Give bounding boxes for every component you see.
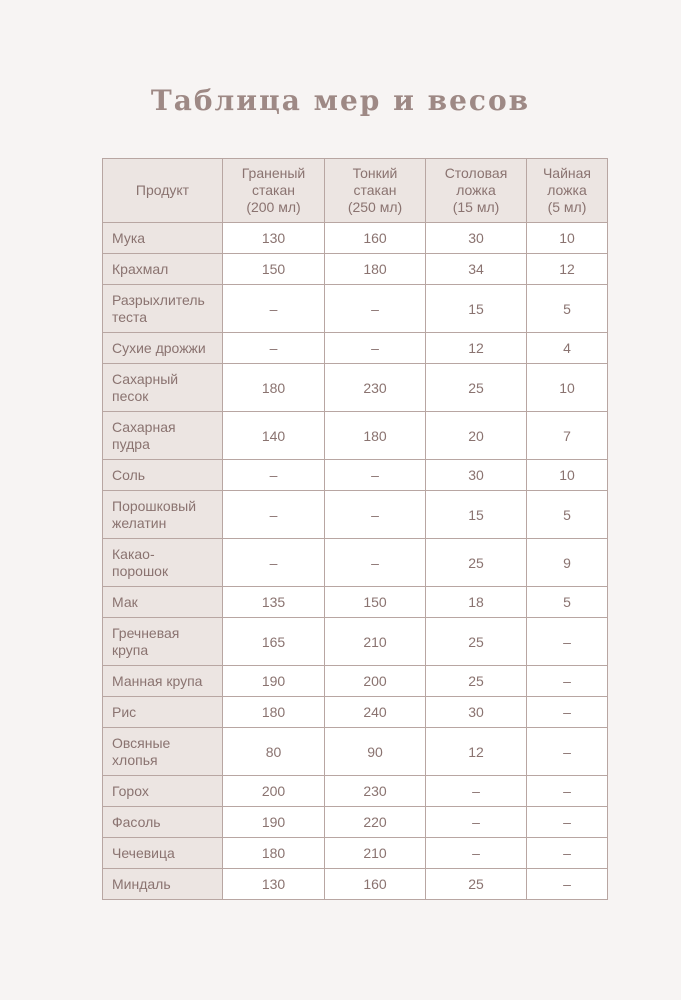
teaspoon-value: 5 <box>527 491 608 539</box>
faceted-glass-value: 135 <box>223 587 325 618</box>
header-thin-glass <box>325 159 426 223</box>
header-label-line: (250 мл) <box>347 199 403 215</box>
table-header <box>103 159 608 223</box>
faceted-glass-value: 80 <box>223 728 325 776</box>
product-name-line: порошок <box>112 562 169 579</box>
product-name-line: Соль <box>112 466 146 483</box>
faceted-glass-value: – <box>223 285 325 333</box>
header-label-line: стакан <box>353 182 397 198</box>
thin-glass-value: 200 <box>325 666 426 697</box>
header-label-line: ложка <box>547 182 587 198</box>
table-row <box>103 491 608 539</box>
teaspoon-value: – <box>527 807 608 838</box>
faceted-glass-value: – <box>223 333 325 364</box>
product-name <box>103 460 223 491</box>
thin-glass-value: 160 <box>325 223 426 254</box>
product-name-line: Разрыхлитель <box>112 291 205 308</box>
product-name-line: Мак <box>112 593 138 610</box>
product-name-line: Чечевица <box>112 844 175 861</box>
table-body <box>103 223 608 900</box>
header-label-line: ложка <box>456 182 496 198</box>
thin-glass-value: 150 <box>325 587 426 618</box>
thin-glass-value: 220 <box>325 807 426 838</box>
teaspoon-value: – <box>527 697 608 728</box>
tablespoon-value: 25 <box>426 618 527 666</box>
product-name-line: желатин <box>112 514 167 531</box>
table-row <box>103 254 608 285</box>
thin-glass-value: 230 <box>325 776 426 807</box>
header-label-line: Чайная <box>542 165 592 181</box>
teaspoon-value: – <box>527 728 608 776</box>
product-name <box>103 869 223 900</box>
tablespoon-value: 12 <box>426 728 527 776</box>
product-name <box>103 412 223 460</box>
faceted-glass-value: – <box>223 539 325 587</box>
table-row <box>103 223 608 254</box>
header-tablespoon <box>426 159 527 223</box>
faceted-glass-value: – <box>223 491 325 539</box>
product-name-line: Фасоль <box>112 813 161 830</box>
teaspoon-value: 10 <box>527 460 608 491</box>
faceted-glass-value: 190 <box>223 807 325 838</box>
tablespoon-value: – <box>426 776 527 807</box>
header-product <box>103 159 223 223</box>
tablespoon-value: 12 <box>426 333 527 364</box>
product-name-line: Сахарный <box>112 370 179 387</box>
teaspoon-value: 7 <box>527 412 608 460</box>
product-name-line: Рис <box>112 703 137 720</box>
teaspoon-value: 10 <box>527 364 608 412</box>
tablespoon-value: – <box>426 807 527 838</box>
thin-glass-value: 240 <box>325 697 426 728</box>
thin-glass-value: 160 <box>325 869 426 900</box>
tablespoon-value: 30 <box>426 697 527 728</box>
product-name-line: Миндаль <box>112 875 171 892</box>
header-label-line: Тонкий <box>352 165 398 181</box>
product-name-line: хлопья <box>112 751 158 768</box>
product-name <box>103 666 223 697</box>
thin-glass-value: – <box>325 539 426 587</box>
tablespoon-value: 25 <box>426 539 527 587</box>
thin-glass-value: 180 <box>325 412 426 460</box>
product-name-line: Горох <box>112 782 149 799</box>
faceted-glass-value: 165 <box>223 618 325 666</box>
teaspoon-value: – <box>527 869 608 900</box>
teaspoon-value: 10 <box>527 223 608 254</box>
thin-glass-value: 180 <box>325 254 426 285</box>
table-row <box>103 838 608 869</box>
header-faceted-glass <box>223 159 325 223</box>
product-name-line: пудра <box>112 435 150 452</box>
product-name <box>103 364 223 412</box>
header-label-line: Продукт <box>135 182 190 198</box>
faceted-glass-value: 140 <box>223 412 325 460</box>
product-name-line: Гречневая <box>112 624 180 641</box>
table-row <box>103 807 608 838</box>
thin-glass-value: 230 <box>325 364 426 412</box>
table-row <box>103 364 608 412</box>
thin-glass-value: – <box>325 285 426 333</box>
product-name-line: Овсяные <box>112 734 171 751</box>
product-name <box>103 254 223 285</box>
tablespoon-value: – <box>426 838 527 869</box>
product-name-line: Какао- <box>112 545 155 562</box>
header-label-line: (5 мл) <box>547 199 587 215</box>
product-name-line: крупа <box>112 641 149 658</box>
product-name <box>103 223 223 254</box>
thin-glass-value: – <box>325 460 426 491</box>
product-name-line: Порошковый <box>112 497 197 514</box>
table-row <box>103 412 608 460</box>
teaspoon-value: 4 <box>527 333 608 364</box>
faceted-glass-value: 180 <box>223 697 325 728</box>
product-name <box>103 807 223 838</box>
teaspoon-value: – <box>527 776 608 807</box>
product-name-line: теста <box>112 308 148 325</box>
table-row <box>103 587 608 618</box>
measures-table <box>102 158 608 900</box>
teaspoon-value: – <box>527 838 608 869</box>
header-label-line: (200 мл) <box>246 199 301 215</box>
product-name <box>103 697 223 728</box>
page-title: Таблица мер и весов <box>150 84 531 117</box>
teaspoon-value: 9 <box>527 539 608 587</box>
product-name-line: песок <box>112 387 149 404</box>
faceted-glass-value: 130 <box>223 869 325 900</box>
header-label-line: стакан <box>252 182 295 198</box>
product-name-line: Крахмал <box>112 260 169 277</box>
faceted-glass-value: 200 <box>223 776 325 807</box>
thin-glass-value: – <box>325 491 426 539</box>
thin-glass-value: 90 <box>325 728 426 776</box>
product-name <box>103 539 223 587</box>
tablespoon-value: 25 <box>426 666 527 697</box>
header-label-line: Граненый <box>241 165 306 181</box>
tablespoon-value: 34 <box>426 254 527 285</box>
tablespoon-value: 30 <box>426 460 527 491</box>
tablespoon-value: 30 <box>426 223 527 254</box>
product-name-line: Сахарная <box>112 418 176 435</box>
product-name-line: Мука <box>112 229 146 246</box>
tablespoon-value: 20 <box>426 412 527 460</box>
product-name <box>103 491 223 539</box>
faceted-glass-value: 150 <box>223 254 325 285</box>
table-row <box>103 869 608 900</box>
table-row <box>103 333 608 364</box>
product-name <box>103 728 223 776</box>
product-name <box>103 285 223 333</box>
tablespoon-value: 15 <box>426 285 527 333</box>
tablespoon-value: 18 <box>426 587 527 618</box>
table-row <box>103 666 608 697</box>
faceted-glass-value: 180 <box>223 838 325 869</box>
tablespoon-value: 15 <box>426 491 527 539</box>
table-row <box>103 776 608 807</box>
product-name <box>103 776 223 807</box>
teaspoon-value: 12 <box>527 254 608 285</box>
thin-glass-value: 210 <box>325 618 426 666</box>
product-name-line: Сухие дрожжи <box>112 339 206 356</box>
faceted-glass-value: – <box>223 460 325 491</box>
table-row <box>103 539 608 587</box>
faceted-glass-value: 180 <box>223 364 325 412</box>
table-row <box>103 460 608 491</box>
header-teaspoon <box>527 159 608 223</box>
table-row <box>103 618 608 666</box>
product-name-line: Манная крупа <box>112 672 203 689</box>
product-name <box>103 333 223 364</box>
teaspoon-value: 5 <box>527 285 608 333</box>
header-label-line: Столовая <box>444 165 508 181</box>
tablespoon-value: 25 <box>426 364 527 412</box>
header-row <box>103 159 608 223</box>
product-name <box>103 618 223 666</box>
table-row <box>103 285 608 333</box>
tablespoon-value: 25 <box>426 869 527 900</box>
table-row <box>103 728 608 776</box>
product-name <box>103 587 223 618</box>
table-row <box>103 697 608 728</box>
product-name <box>103 838 223 869</box>
teaspoon-value: – <box>527 666 608 697</box>
teaspoon-value: 5 <box>527 587 608 618</box>
teaspoon-value: – <box>527 618 608 666</box>
header-label-line: (15 мл) <box>452 199 500 215</box>
faceted-glass-value: 130 <box>223 223 325 254</box>
thin-glass-value: – <box>325 333 426 364</box>
thin-glass-value: 210 <box>325 838 426 869</box>
faceted-glass-value: 190 <box>223 666 325 697</box>
